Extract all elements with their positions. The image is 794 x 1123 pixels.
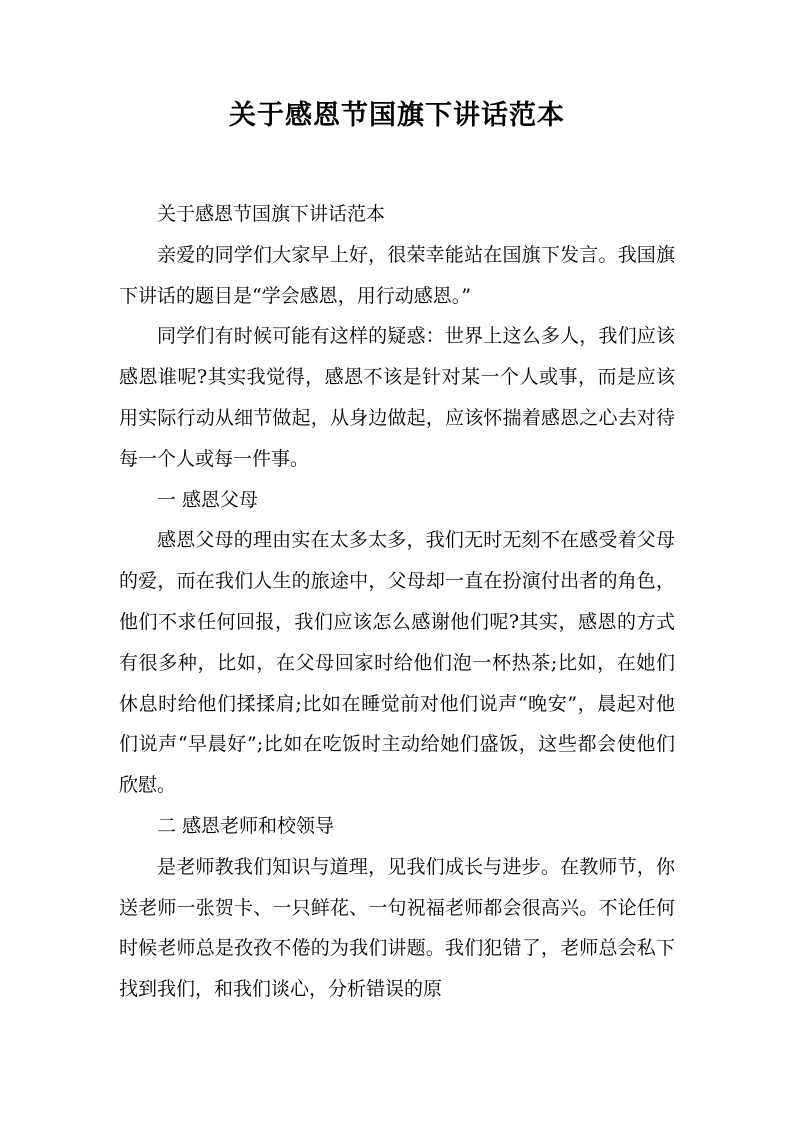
paragraph-teachers: 是老师教我们知识与道理，见我们成长与进步。在教师节，你送老师一张贺卡、一只鲜花、一句祝福老师都会很高兴。不论任何时候老师总是孜孜不倦的为我们讲题。我们犯错了，老师总会私下找到我们，和我们谈心，分析错误的原 [119, 855, 675, 1001]
document-body [119, 194, 675, 1010]
document-title: 关于感恩节国旗下讲话范本 [229, 100, 565, 131]
section-heading-teachers: 二 感恩老师和校领导 [157, 814, 335, 837]
paragraph-greeting: 亲爱的同学们大家早上好，很荣幸能站在国旗下发言。我国旗下讲话的题目是“学会感恩，用行动感恩。” [119, 243, 675, 307]
section-heading-parents: 一 感恩父母 [157, 488, 259, 511]
paragraph-intro: 同学们有时候可能有这样的疑惑：世界上这么多人，我们应该感恩谁呢?其实我觉得，感恩不该是针对某一个人或事，而是应该用实际行动从细节做起，从身边做起，应该怀揣着感恩之心去对待每一个人或每一件事。 [119, 325, 675, 470]
paragraph-parents: 感恩父母的理由实在太多太多，我们无时无刻不在感受着父母的爱，而在我们人生的旅途中，父母却一直在扮演付出者的角色，他们不求任何回报，我们应该怎么感谢他们呢?其实，感恩的方式有很多种，比如，在父母回家时给他们泡一杯热茶;比如，在她们休息时给他们揉揉肩;比如在睡觉前对他们说声“晚安”，晨起对他们说声“早晨好”;比如在吃饭时主动给她们盛饭，这些都会使他们欣慰。 [119, 529, 675, 797]
paragraph-subtitle: 关于感恩节国旗下讲话范本 [157, 203, 386, 225]
